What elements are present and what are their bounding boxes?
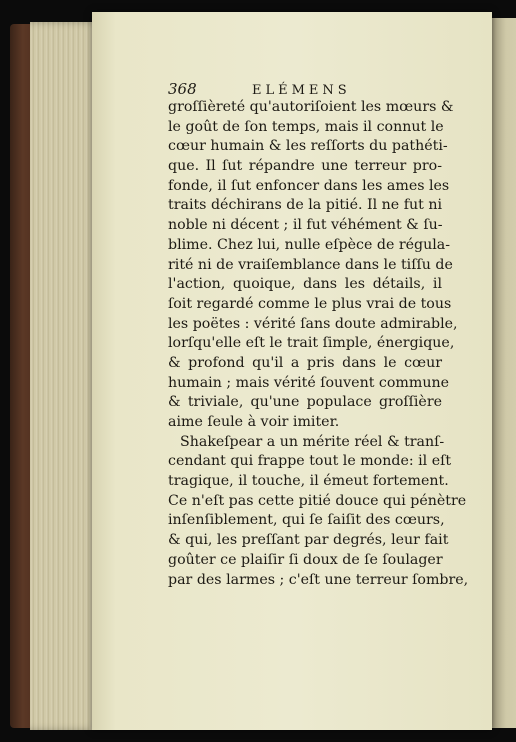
text-line: que. Il ſut répandre une terreur pro- xyxy=(168,158,442,175)
text-line: & qui, les preſſant par degrés, leur fait xyxy=(168,532,449,549)
text-line: Shakeſpear a un mérite réel & tranſ- xyxy=(180,433,445,450)
text-line: goûter ce plaiſir ſi doux de ſe ſoulager xyxy=(168,551,443,568)
text-line: cendant qui frappe tout le monde: il eſt xyxy=(168,453,452,470)
page-number: 368 xyxy=(168,80,197,98)
text-line: noble ni décent ; il fut véhément & ſu- xyxy=(168,217,443,234)
text-line: les poëtes : vérité ſans doute admirable, xyxy=(168,315,458,332)
text-line: ſoit regardé comme le plus vrai de tous xyxy=(168,295,452,312)
text-line: Ce n'eſt pas cette pitié douce qui pénètre xyxy=(168,492,467,509)
page-header xyxy=(168,80,442,98)
text-line: inſenſiblement, qui ſe ſaiſit des cœurs, xyxy=(168,512,445,529)
facing-page-edge xyxy=(490,18,516,728)
text-line: fonde, il ſut enfoncer dans les ames les xyxy=(168,177,450,194)
text-line: lorſqu'elle eſt le trait ſimple, énergique, xyxy=(168,335,455,352)
text-line: l'action, quoique, dans les détails, il xyxy=(168,276,442,293)
text-line: groſſièreté qu'autoriſoient les mœurs & xyxy=(168,99,454,115)
text-line: cœur humain & les reſſorts du pathéti- xyxy=(168,138,448,155)
page-text-block xyxy=(168,80,469,590)
text-line: le goût de ſon temps, mais il connut le xyxy=(168,118,444,135)
body-text xyxy=(168,98,469,590)
text-line: traits déchirans de la pitié. Il ne fut ni xyxy=(168,197,442,214)
text-line: tragique, il touche, il émeut fortement. xyxy=(168,473,449,490)
text-line: & profond qu'il a pris dans le cœur xyxy=(168,354,442,371)
text-line: aime ſeule à voir imiter. xyxy=(168,414,340,430)
text-line: blime. Chez lui, nulle eſpèce de régula- xyxy=(168,236,451,253)
text-line: & triviale, qu'une populace groſſière xyxy=(168,394,442,411)
text-line: par des larmes ; c'eſt une terreur ſombre, xyxy=(168,571,469,588)
text-line: humain ; mais vérité ſouvent commune xyxy=(168,374,449,391)
running-head: ELÉMENS xyxy=(252,83,351,98)
text-line: rité ni de vraiſemblance dans le tiſſu de xyxy=(168,256,453,273)
